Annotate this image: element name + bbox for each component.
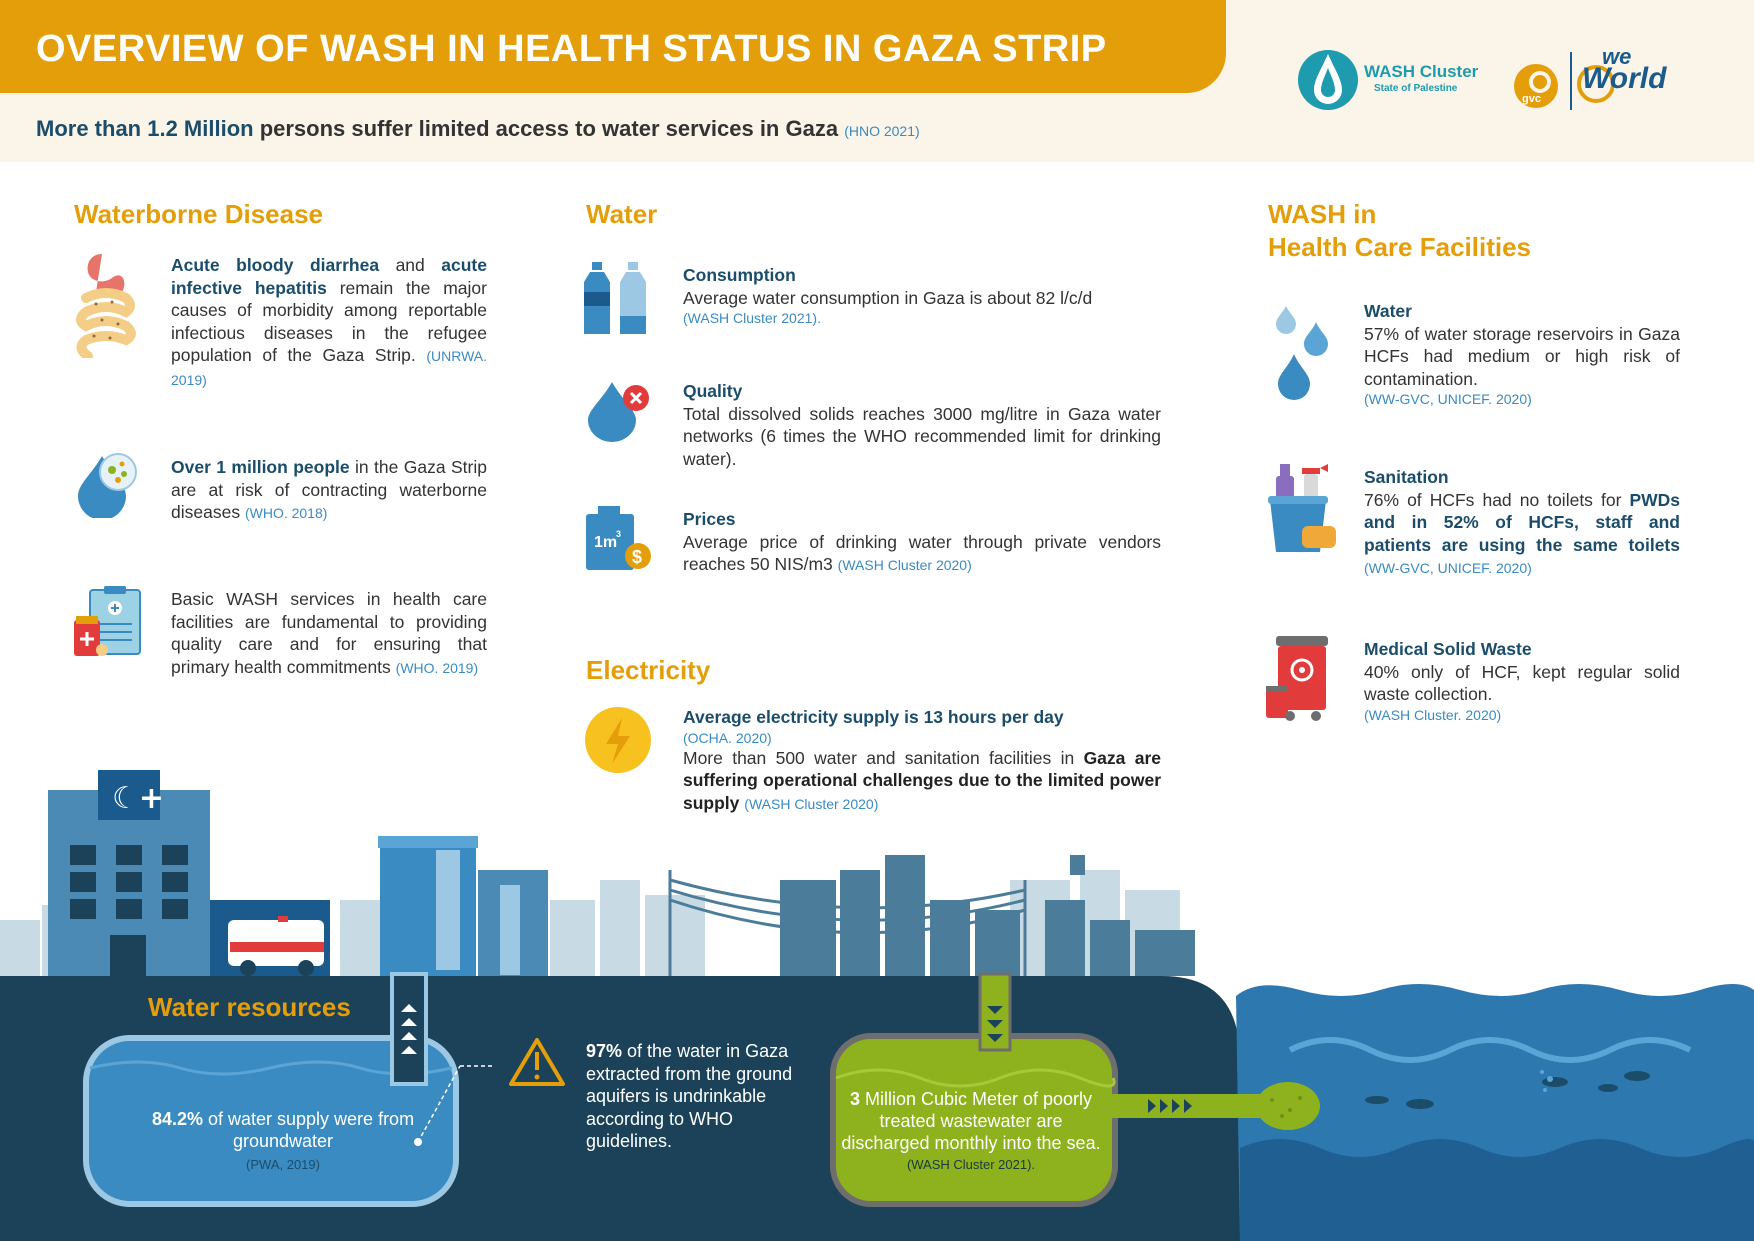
undrinkable-pct: 97% <box>586 1041 623 1061</box>
undrinkable-text: of the water in Gaza extracted from the ground aquifers is undrinkable according to WHO guidelines. <box>586 1041 793 1151</box>
groundwater-pct: 84.2% <box>151 1109 203 1129</box>
diarrhea-term: Acute bloody diarrhea <box>171 255 380 275</box>
groundwater-stat <box>118 1108 448 1176</box>
hcf-heading <box>1268 198 1531 264</box>
consumption-label: Consumption <box>683 265 796 285</box>
undrinkable-stat <box>586 1040 796 1153</box>
consumption-text: Average water consumption in Gaza is about 82 l/c/d <box>683 287 1093 308</box>
subtitle-text: persons suffer limited access to water services in Gaza <box>253 116 839 141</box>
water-heading: Water <box>586 199 658 229</box>
stomach-intestine-icon <box>72 252 142 358</box>
prices-label: Prices <box>683 509 736 529</box>
electricity-heading: Electricity <box>586 655 711 685</box>
water-resources-heading: Water resources <box>148 992 351 1022</box>
groundwater-source: (PWA, 2019) <box>246 1157 320 1172</box>
wastewater-stat <box>836 1088 1106 1176</box>
svg-text:☾+: ☾+ <box>112 781 165 816</box>
waterborne-item-2-source: (WHO. 2018) <box>244 505 328 521</box>
wastewater-amount: 3 <box>849 1089 860 1109</box>
hcf-heading-line2: Health Care Facilities <box>1268 232 1531 262</box>
wastewater-text: Million Cubic Meter of poorly treated wastewater are discharged monthly into the sea. <box>841 1089 1101 1153</box>
consumption-source: (WASH Cluster 2021). <box>683 310 821 326</box>
waterborne-item-3-text: Basic WASH services in health care facilities are fundamental to providing quality care and for ensuring that primary health commitments <box>171 589 487 677</box>
quality-text: Total dissolved solids reaches 3000 mg/litre in Gaza water networks (6 times the WHO recommended limit for drinking water). <box>683 403 1161 469</box>
hcf-sanitation <box>1364 466 1680 580</box>
hcf-sanitation-text: 76% of HCFs had no toilets for <box>1364 489 1630 510</box>
wash-cluster-name: WASH Cluster <box>1364 62 1479 81</box>
water-quality-drop-icon <box>584 378 650 444</box>
million-people-term: Over 1 million people <box>171 457 350 477</box>
water-quality <box>683 380 1161 470</box>
cleaning-supplies-icon <box>1268 464 1338 554</box>
waterborne-item-1-text: remain the major causes of morbidity among reportable infectious diseases in the refugee population of the Gaza Strip. <box>171 277 487 365</box>
electricity-text: More than 500 water and sanitation facilities in <box>683 747 1084 768</box>
water-price-icon <box>584 506 652 574</box>
electricity-label: Average electricity supply is 13 hours per day <box>683 707 1064 727</box>
waterborne-item-1-conj: and <box>379 255 442 275</box>
weworld-world: World <box>1582 62 1667 95</box>
hcf-sanitation-source: (WW-GVC, UNICEF. 2020) <box>1364 560 1532 576</box>
hcf-waste-label: Medical Solid Waste <box>1364 639 1532 659</box>
waterborne-item-3 <box>171 588 487 679</box>
prices-text: Average price of drinking water through private vendors reaches 50 NIS/m3 <box>683 531 1161 574</box>
hcf-water-label: Water <box>1364 301 1412 321</box>
electricity-block <box>683 706 1161 815</box>
water-drops-icon <box>1272 304 1334 404</box>
hcf-water-source: (WW-GVC, UNICEF. 2020) <box>1364 391 1532 407</box>
water-prices <box>683 508 1161 577</box>
water-bottles-icon <box>584 262 654 336</box>
hcf-waste <box>1364 638 1680 724</box>
water-consumption <box>683 264 1161 327</box>
subtitle-highlight: More than 1.2 Million <box>36 116 254 141</box>
medical-record-icon <box>72 586 144 660</box>
hcf-water <box>1364 300 1680 408</box>
hcf-water-text: 57% of water storage reservoirs in Gaza HCFs had medium or high risk of contamination. <box>1364 323 1680 389</box>
groundwater-text: of water supply were from groundwater <box>202 1109 415 1151</box>
quality-label: Quality <box>683 381 743 401</box>
waterborne-item-3-source: (WHO. 2019) <box>395 659 479 676</box>
hcf-waste-text: 40% only of HCF, kept regular solid waste collection. <box>1364 661 1680 704</box>
gvc-text: gvc <box>1522 93 1541 105</box>
waterborne-item-1-source: (UNRWA. 2019) <box>171 348 487 388</box>
electricity-text-bold: Gaza are suffering operational challenges due to the limited power supply <box>683 747 1161 813</box>
hcf-heading-line1: WASH in <box>1268 199 1377 229</box>
subtitle-source: (HNO 2021) <box>844 123 920 139</box>
waterborne-item-2-text: in the Gaza Strip are at risk of contracting waterborne diseases <box>171 457 487 522</box>
waterborne-heading: Waterborne Disease <box>74 199 324 229</box>
waterborne-item-2 <box>171 456 487 525</box>
price-icon-dollar: $ <box>632 547 643 567</box>
hcf-sanitation-text-bold: PWDs and in 52% of HCFs, staff and patients are using the same toilets <box>1364 489 1680 555</box>
electricity-source: (WASH Cluster 2020) <box>744 795 879 812</box>
contaminated-drop-icon <box>72 450 140 518</box>
wash-cluster-sub: State of Palestine <box>1374 83 1458 94</box>
water-tower-illustration <box>378 836 548 976</box>
hepatitis-term: acute infective hepatitis <box>171 255 487 298</box>
weworld-we: we <box>1602 44 1632 69</box>
waterborne-item-1 <box>171 254 487 391</box>
hcf-sanitation-label: Sanitation <box>1364 467 1449 487</box>
electricity-label-source: (OCHA. 2020) <box>683 729 772 746</box>
lightning-icon <box>584 706 652 774</box>
price-icon-sup: 3 <box>616 529 622 539</box>
hcf-waste-source: (WASH Cluster. 2020) <box>1364 706 1502 723</box>
wastewater-source: (WASH Cluster 2021). <box>906 1157 1036 1172</box>
price-icon-unit: 1m <box>594 534 618 551</box>
medical-waste-bin-icon <box>1266 636 1334 722</box>
prices-source: (WASH Cluster 2020) <box>837 557 972 573</box>
page-title: OVERVIEW OF WASH IN HEALTH STATUS IN GAZA STRIP <box>36 28 1107 70</box>
